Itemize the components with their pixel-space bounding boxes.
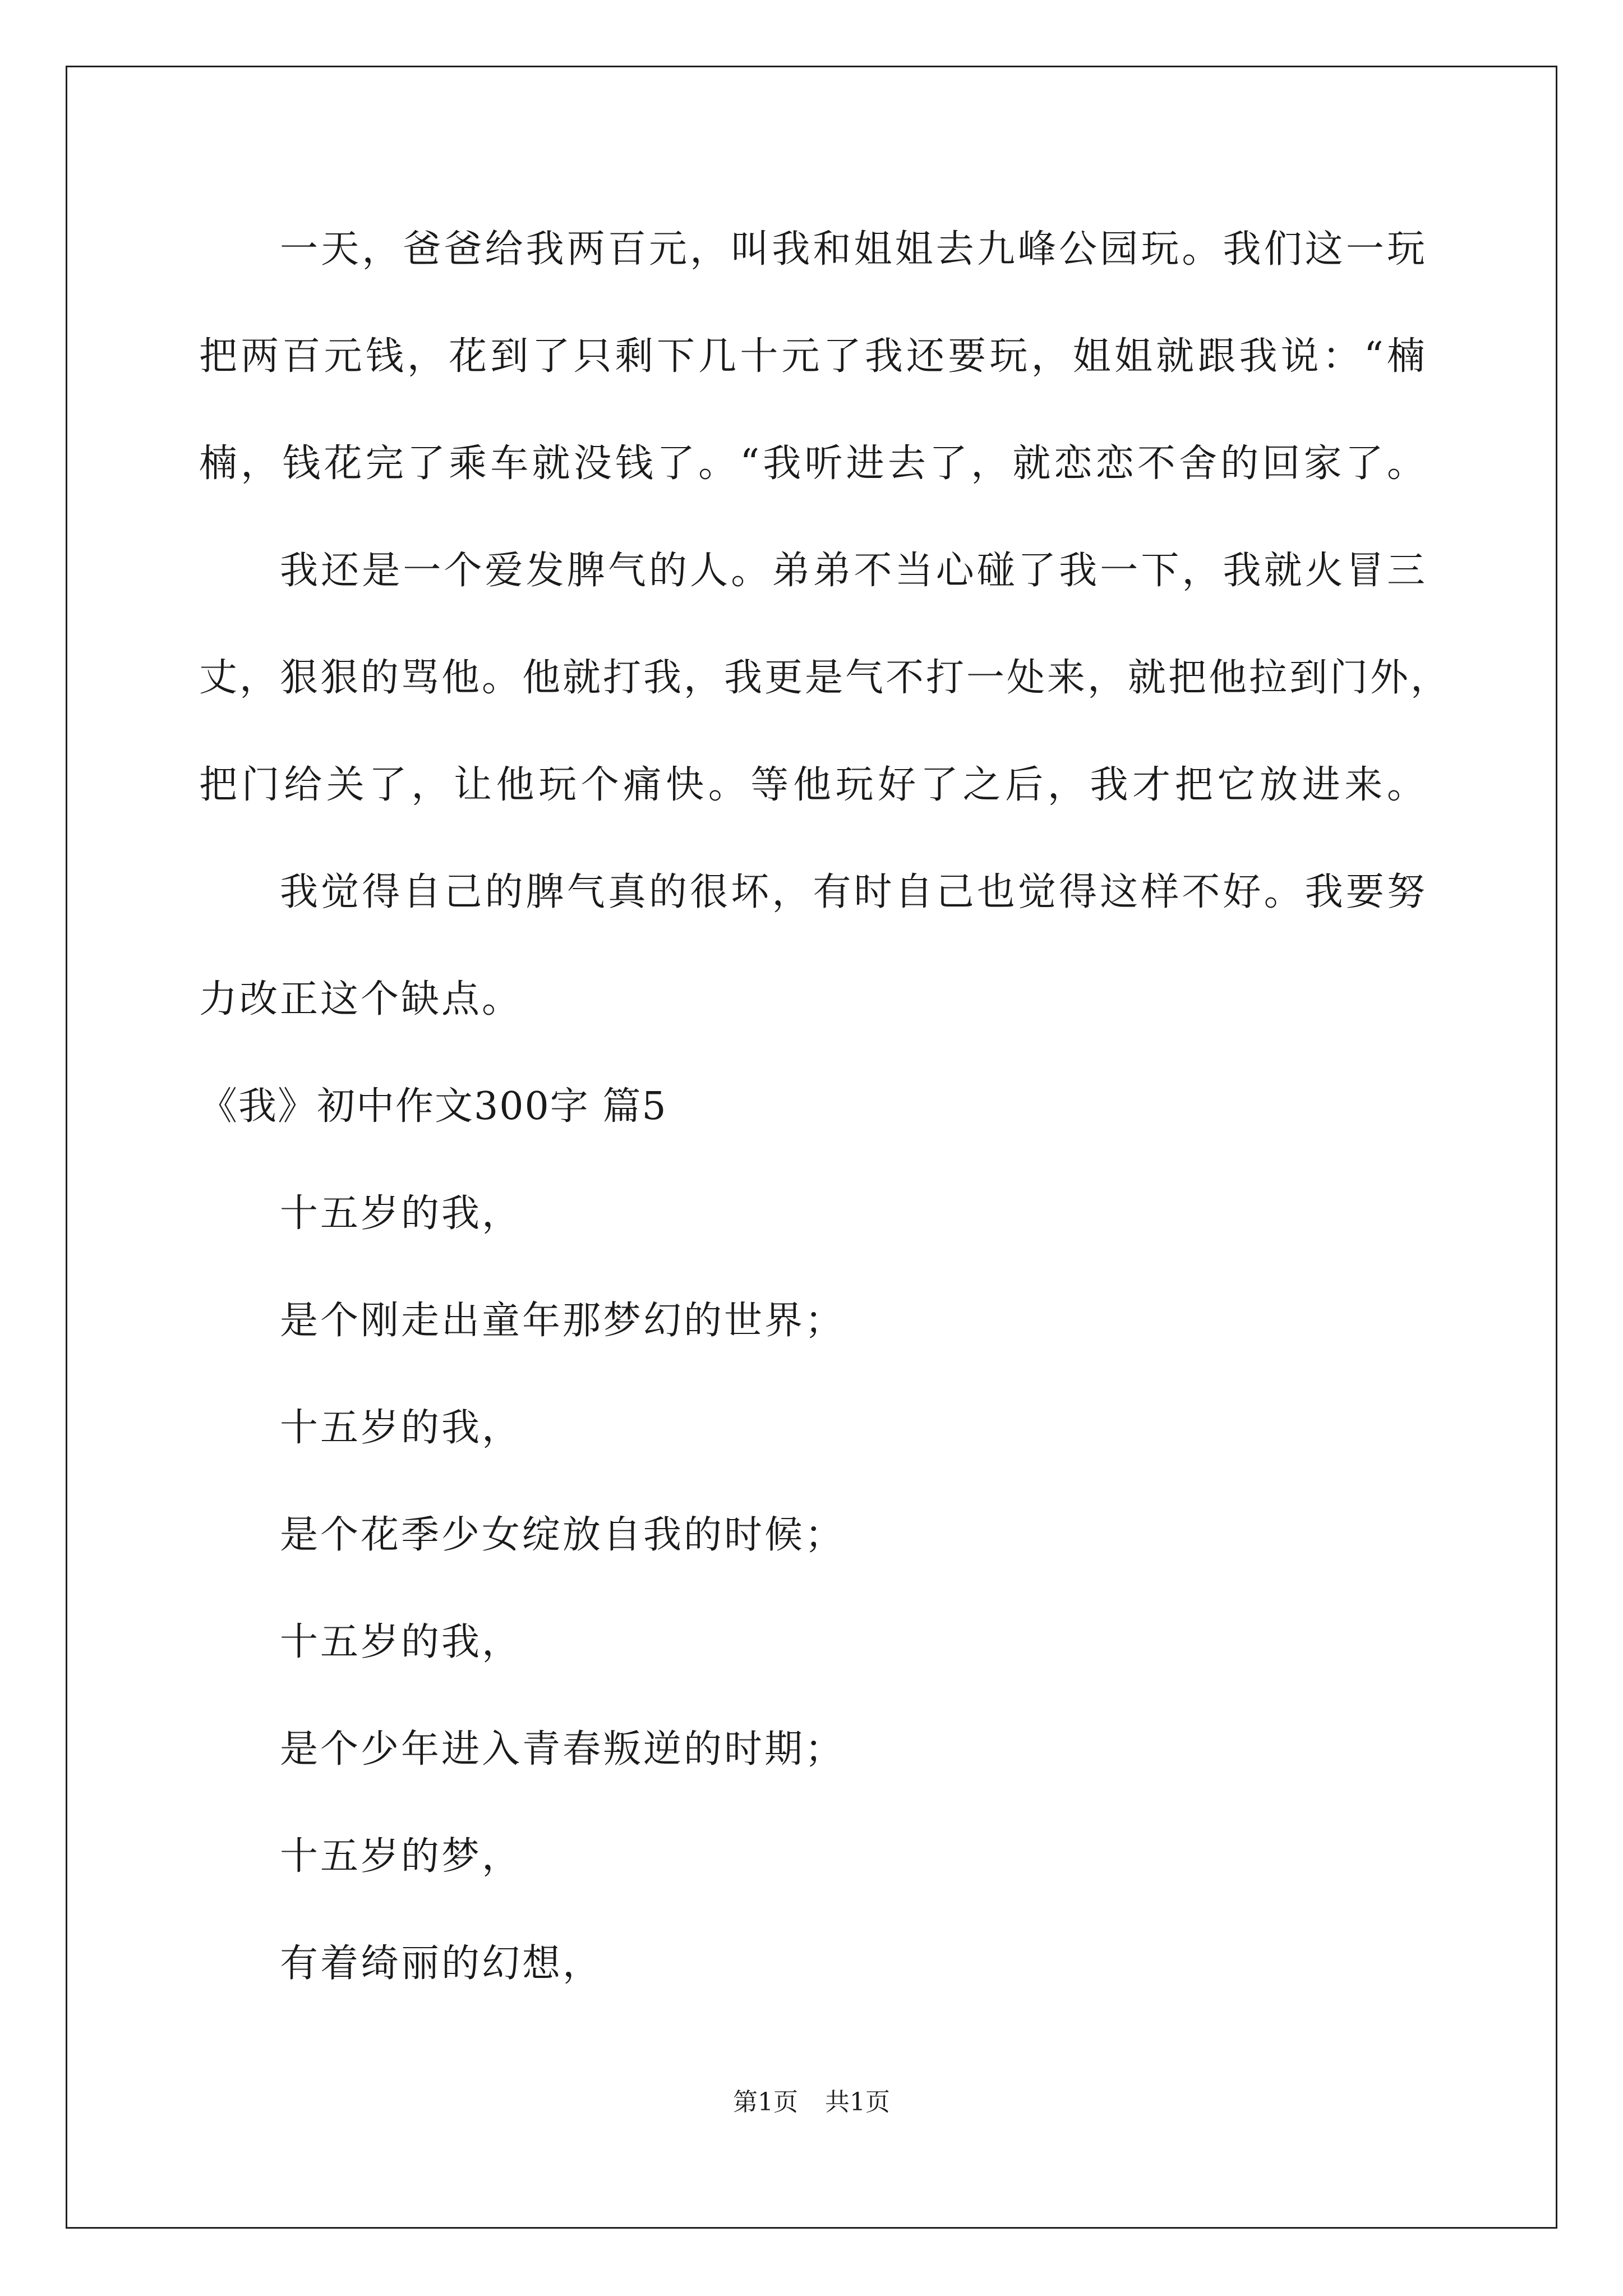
page-number-total: 共1页 xyxy=(825,2088,890,2116)
paragraph-2-line-2: 丈，狠狠的骂他。他就打我，我更是气不打一处来，就把他拉到门外， xyxy=(199,656,1451,700)
page-number-current: 第1页 xyxy=(733,2088,798,2116)
poem-line-6: 是个少年进入青春叛逆的时期； xyxy=(280,1727,846,1772)
paragraph-3-line-1: 我觉得自己的脾气真的很坏，有时自己也觉得这样不好。我要努 xyxy=(280,870,1427,914)
poem-line-7: 十五岁的梦， xyxy=(280,1834,523,1879)
poem-line-4: 是个花季少女绽放自我的时候； xyxy=(280,1513,846,1557)
paragraph-1-line-3: 楠，钱花完了乘车就没钱了。“我听进去了，就恋恋不舍的回家了。 xyxy=(199,441,1427,486)
paragraph-1-line-2: 把两百元钱，花到了只剩下几十元了我还要玩，姐姐就跟我说：“楠 xyxy=(199,334,1427,379)
poem-line-3: 十五岁的我， xyxy=(280,1406,523,1450)
paragraph-3-line-2: 力改正这个缺点。 xyxy=(199,977,523,1022)
poem-line-8: 有着绮丽的幻想， xyxy=(280,1941,603,1986)
page-footer xyxy=(0,2087,1623,2118)
paragraph-1-line-1: 一天，爸爸给我两百元，叫我和姐姐去九峰公园玩。我们这一玩 xyxy=(280,227,1427,272)
page-border xyxy=(66,66,1557,2229)
paragraph-2-line-1: 我还是一个爱发脾气的人。弟弟不当心碰了我一下，我就火冒三 xyxy=(280,549,1427,593)
section-heading: 《我》初中作文300字 篇5 xyxy=(199,1084,667,1129)
poem-line-1: 十五岁的我， xyxy=(280,1191,523,1236)
poem-line-5: 十五岁的我， xyxy=(280,1620,523,1664)
paragraph-2-line-3: 把门给关了，让他玩个痛快。等他玩好了之后，我才把它放进来。 xyxy=(199,763,1427,807)
poem-line-2: 是个刚走出童年那梦幻的世界； xyxy=(280,1299,846,1343)
